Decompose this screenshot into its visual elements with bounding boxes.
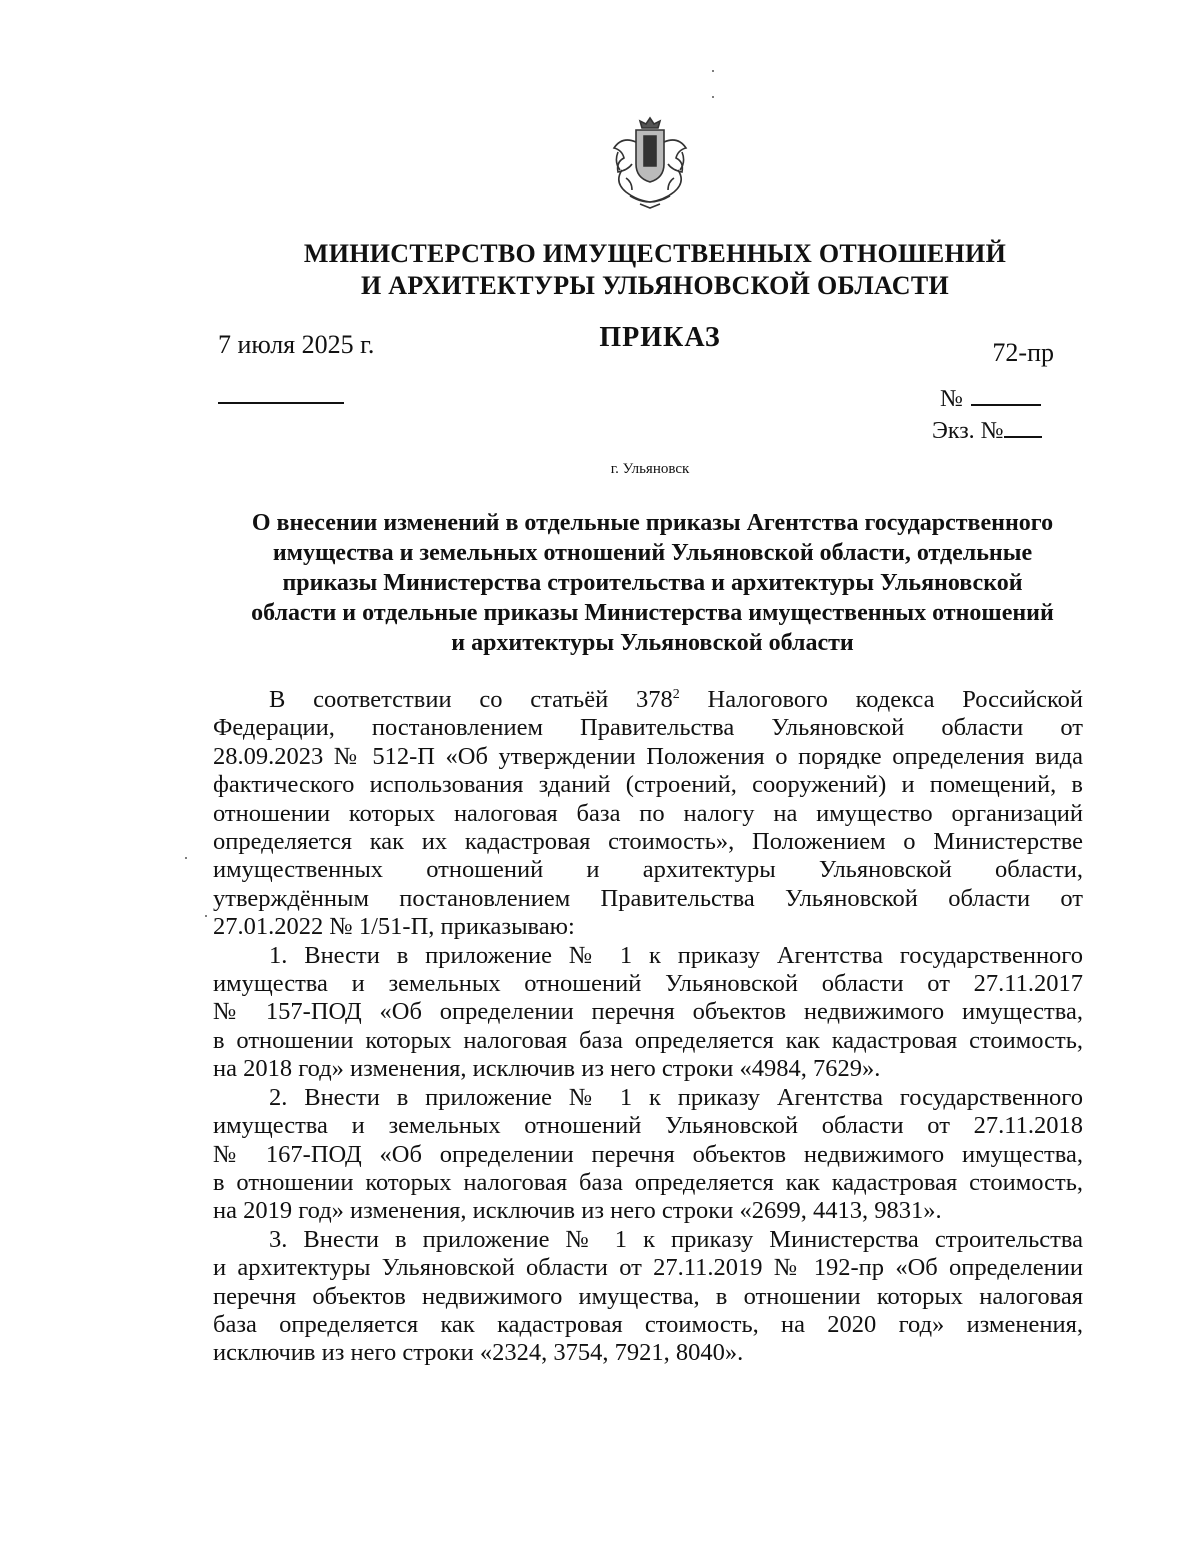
- title-line: О внесении изменений в отдельные приказы Агентства государственного: [251, 510, 1054, 536]
- item-line: на 2018 год» изменения, исключив из него строки «4984, 7629».: [213, 1055, 881, 1083]
- preamble-text: Налогового кодекса Российской: [679, 686, 1083, 713]
- preamble-line: отношении которых налоговая база по налогу на имущество организаций: [213, 799, 1083, 827]
- item-line: исключив из него строки «2324, 3754, 7921, 8040».: [213, 1339, 744, 1367]
- preamble-line: Федерации, постановлением Правительства Ульяновской области от: [213, 714, 1083, 742]
- copy-number-label: Экз. №: [932, 418, 1004, 444]
- title-line: области и отдельные приказы Министерства имущественных отношений: [251, 600, 1054, 626]
- item-line: перечня объектов недвижимого имущества, в отношении которых налоговая: [213, 1282, 1083, 1310]
- copy-number-blank: [1004, 414, 1042, 438]
- item-line: № 157-ПОД «Об определении перечня объектов недвижимого имущества,: [213, 998, 1083, 1026]
- order-item-3: [213, 1226, 1083, 1368]
- order-title: [200, 508, 1105, 658]
- preamble-line: 28.09.2023 № 512-П «Об утверждении Положения о порядке определения вида: [213, 742, 1083, 770]
- article-superscript: 2: [672, 686, 680, 702]
- preamble-line: [213, 686, 1083, 714]
- item-line: 3. Внести в приложение № 1 к приказу Министерства строительства: [269, 1225, 1083, 1253]
- ministry-name-line1: МИНИСТЕРСТВО ИМУЩЕСТВЕННЫХ ОТНОШЕНИЙ: [303, 239, 1007, 268]
- registration-number-label: №: [940, 386, 963, 412]
- preamble-line: 27.01.2022 № 1/51-П, приказываю:: [213, 913, 575, 941]
- item-line: 2. Внести в приложение № 1 к приказу Агентства государственного: [269, 1083, 1083, 1111]
- title-line: и архитектуры Ульяновской области: [451, 630, 854, 656]
- item-line: имущества и земельных отношений Ульяновской области от 27.11.2017: [213, 970, 1083, 998]
- item-line: № 167-ПОД «Об определении перечня объектов недвижимого имущества,: [213, 1140, 1083, 1168]
- city: г. Ульяновск: [610, 461, 690, 477]
- preamble-line: фактического использования зданий (строений, сооружений) и помещений, в: [213, 771, 1083, 799]
- scan-speck: [712, 70, 714, 72]
- item-line: в отношении которых налоговая база определяется как кадастровая стоимость,: [213, 1168, 1083, 1196]
- order-date: 7 июля 2025 г.: [218, 330, 375, 359]
- scan-speck: [205, 915, 207, 917]
- registration-number-blank: [971, 382, 1041, 406]
- coat-of-arms-emblem: [600, 112, 700, 212]
- preamble-paragraph: [213, 686, 1083, 942]
- title-line: приказы Министерства строительства и архитектуры Ульяновской: [282, 570, 1023, 596]
- item-line: база определяется как кадастровая стоимость, на 2020 год» изменения,: [213, 1310, 1083, 1338]
- copy-number-field: [932, 414, 1042, 445]
- item-line: 1. Внести в приложение № 1 к приказу Агентства государственного: [269, 941, 1083, 969]
- document-type-heading: ПРИКАЗ: [599, 322, 721, 353]
- item-line: имущества и земельных отношений Ульяновской области от 27.11.2018: [213, 1112, 1083, 1140]
- registration-number-field: [940, 382, 1041, 413]
- item-line: в отношении которых налоговая база определяется как кадастровая стоимость,: [213, 1026, 1083, 1054]
- item-line: и архитектуры Ульяновской области от 27.11.2019 № 192-пр «Об определении: [213, 1254, 1083, 1282]
- preamble-line: утверждённым постановлением Правительства Ульяновской области от: [213, 884, 1083, 912]
- order-body: [213, 686, 1083, 1368]
- ministry-name: [215, 238, 1095, 302]
- scan-speck: [712, 96, 714, 98]
- title-line: имущества и земельных отношений Ульяновской области, отдельные: [272, 540, 1033, 566]
- preamble-line: имущественных отношений и архитектуры Ульяновской области,: [213, 856, 1083, 884]
- scan-speck: [185, 857, 187, 859]
- preamble-line: определяется как их кадастровая стоимость», Положением о Министерстве: [213, 828, 1083, 856]
- order-item-2: [213, 1084, 1083, 1226]
- preamble-text: В соответствии со статьёй 378: [269, 686, 673, 713]
- ministry-name-line2: И АРХИТЕКТУРЫ УЛЬЯНОВСКОЙ ОБЛАСТИ: [360, 271, 950, 300]
- order-number: 72-пр: [992, 338, 1054, 367]
- order-item-1: [213, 942, 1083, 1084]
- item-line: на 2019 год» изменения, исключив из него строки «2699, 4413, 9831».: [213, 1197, 942, 1225]
- date-underline: [218, 402, 344, 404]
